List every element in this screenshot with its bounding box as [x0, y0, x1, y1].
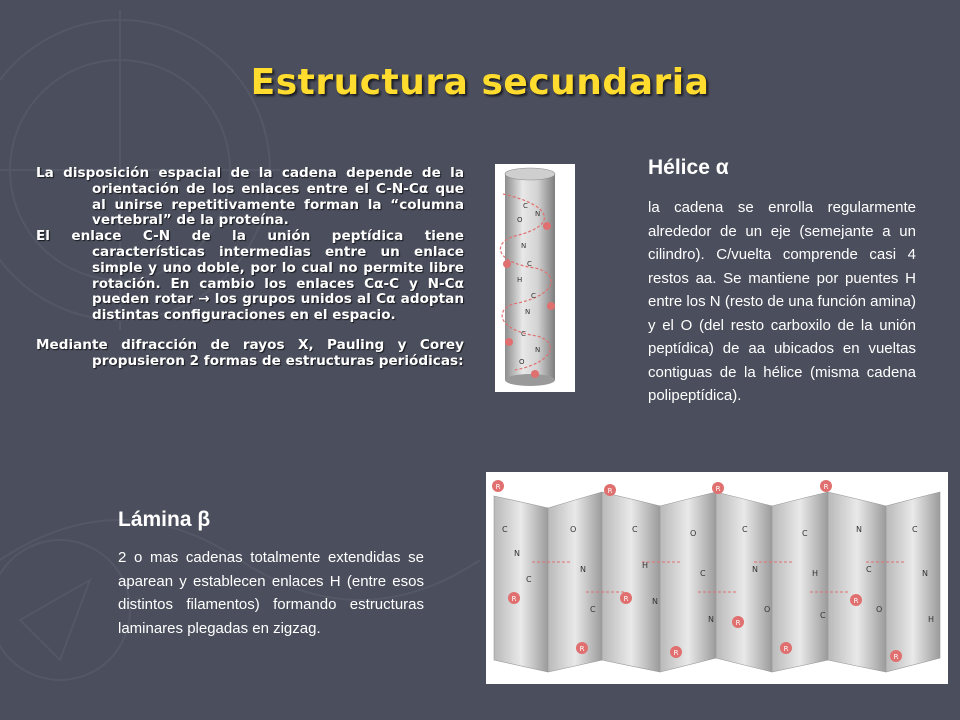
beta-sheet-figure	[486, 472, 948, 684]
svg-text:R: R	[715, 485, 721, 493]
svg-text:N: N	[521, 242, 527, 250]
svg-text:C: C	[502, 525, 508, 534]
svg-text:C: C	[742, 525, 748, 534]
svg-text:N: N	[752, 565, 758, 574]
beta-sheet-description: 2 o mas cadenas totalmente extendidas se aparean y establecen enlaces H (entre esos distintos filamentos) formando estructuras laminares plegadas en zigzag.	[118, 549, 424, 637]
svg-text:N: N	[535, 346, 541, 354]
svg-text:C: C	[531, 292, 536, 300]
paragraph-backbone: La disposición espacial de la cadena depende de la orientación de los enlaces entre el C-N-Cα que al unirse repetitivamente forman la “columna vertebral” de la proteína.	[36, 165, 464, 229]
svg-text:O: O	[690, 529, 697, 538]
svg-text:C: C	[521, 330, 526, 338]
svg-text:R: R	[607, 487, 613, 495]
svg-text:C: C	[700, 569, 706, 578]
svg-text:N: N	[922, 569, 928, 578]
svg-text:C: C	[526, 575, 532, 584]
alpha-helix-description: la cadena se enrolla regularmente alrededor de un eje (semejante a un cilindro). C/vuelta comprende casi 4 restos aa. Se mantiene por puentes H entre los N (resto de una función amina) y el O (del resto carboxilo de la unión peptídica) de aa ubicados en vueltas contiguas de la hélice (misma cadena polipeptídica).	[648, 199, 916, 404]
svg-text:H: H	[812, 569, 819, 578]
svg-text:R: R	[853, 597, 859, 605]
svg-text:R: R	[495, 483, 501, 491]
svg-text:R: R	[735, 619, 741, 627]
svg-text:C: C	[820, 611, 826, 620]
svg-text:H: H	[517, 276, 523, 284]
svg-text:C: C	[912, 525, 918, 534]
svg-text:N: N	[514, 549, 520, 558]
svg-text:C: C	[523, 202, 528, 210]
svg-text:R: R	[823, 483, 829, 491]
svg-text:O: O	[876, 605, 883, 614]
svg-text:N: N	[535, 210, 541, 218]
svg-text:N: N	[525, 308, 531, 316]
svg-text:R: R	[673, 649, 679, 657]
alpha-helix-figure	[495, 164, 575, 392]
svg-text:R: R	[893, 653, 899, 661]
svg-text:N: N	[652, 597, 658, 606]
svg-text:O: O	[764, 605, 771, 614]
svg-text:R: R	[783, 645, 789, 653]
svg-text:H: H	[928, 615, 935, 624]
paragraph-peptide-bond: El enlace C-N de la unión peptídica tiene características intermedias entre un enlace simple y uno doble, por lo cual no permite libre rotación. En cambio los enlaces Cα-C y N-Cα pueden rotar → los grupos unidos al Cα adoptan distintas configuraciones en el espacio.	[36, 228, 464, 324]
svg-text:R: R	[511, 595, 517, 603]
svg-text:O: O	[570, 525, 577, 534]
svg-text:N: N	[708, 615, 714, 624]
svg-text:H: H	[642, 561, 649, 570]
slide-title: Estructura secundaria	[250, 62, 710, 103]
svg-text:O: O	[517, 216, 523, 224]
svg-text:C: C	[802, 529, 808, 538]
beta-sheet-section	[118, 508, 424, 640]
svg-text:C: C	[632, 525, 638, 534]
svg-text:N: N	[856, 525, 862, 534]
svg-text:C: C	[866, 565, 872, 574]
svg-text:O: O	[519, 358, 525, 366]
alpha-helix-section	[648, 156, 916, 408]
beta-sheet-heading: Lámina β	[118, 508, 211, 531]
paragraph-pauling-corey: Mediante difracción de rayos X, Pauling y Corey propusieron 2 formas de estructuras periódicas:	[36, 336, 464, 369]
svg-text:R: R	[623, 595, 629, 603]
svg-text:N: N	[580, 565, 586, 574]
alpha-helix-heading: Hélice α	[648, 156, 729, 179]
left-column-text	[36, 166, 464, 370]
svg-text:C: C	[527, 260, 532, 268]
svg-text:R: R	[579, 645, 585, 653]
svg-text:C: C	[590, 605, 596, 614]
